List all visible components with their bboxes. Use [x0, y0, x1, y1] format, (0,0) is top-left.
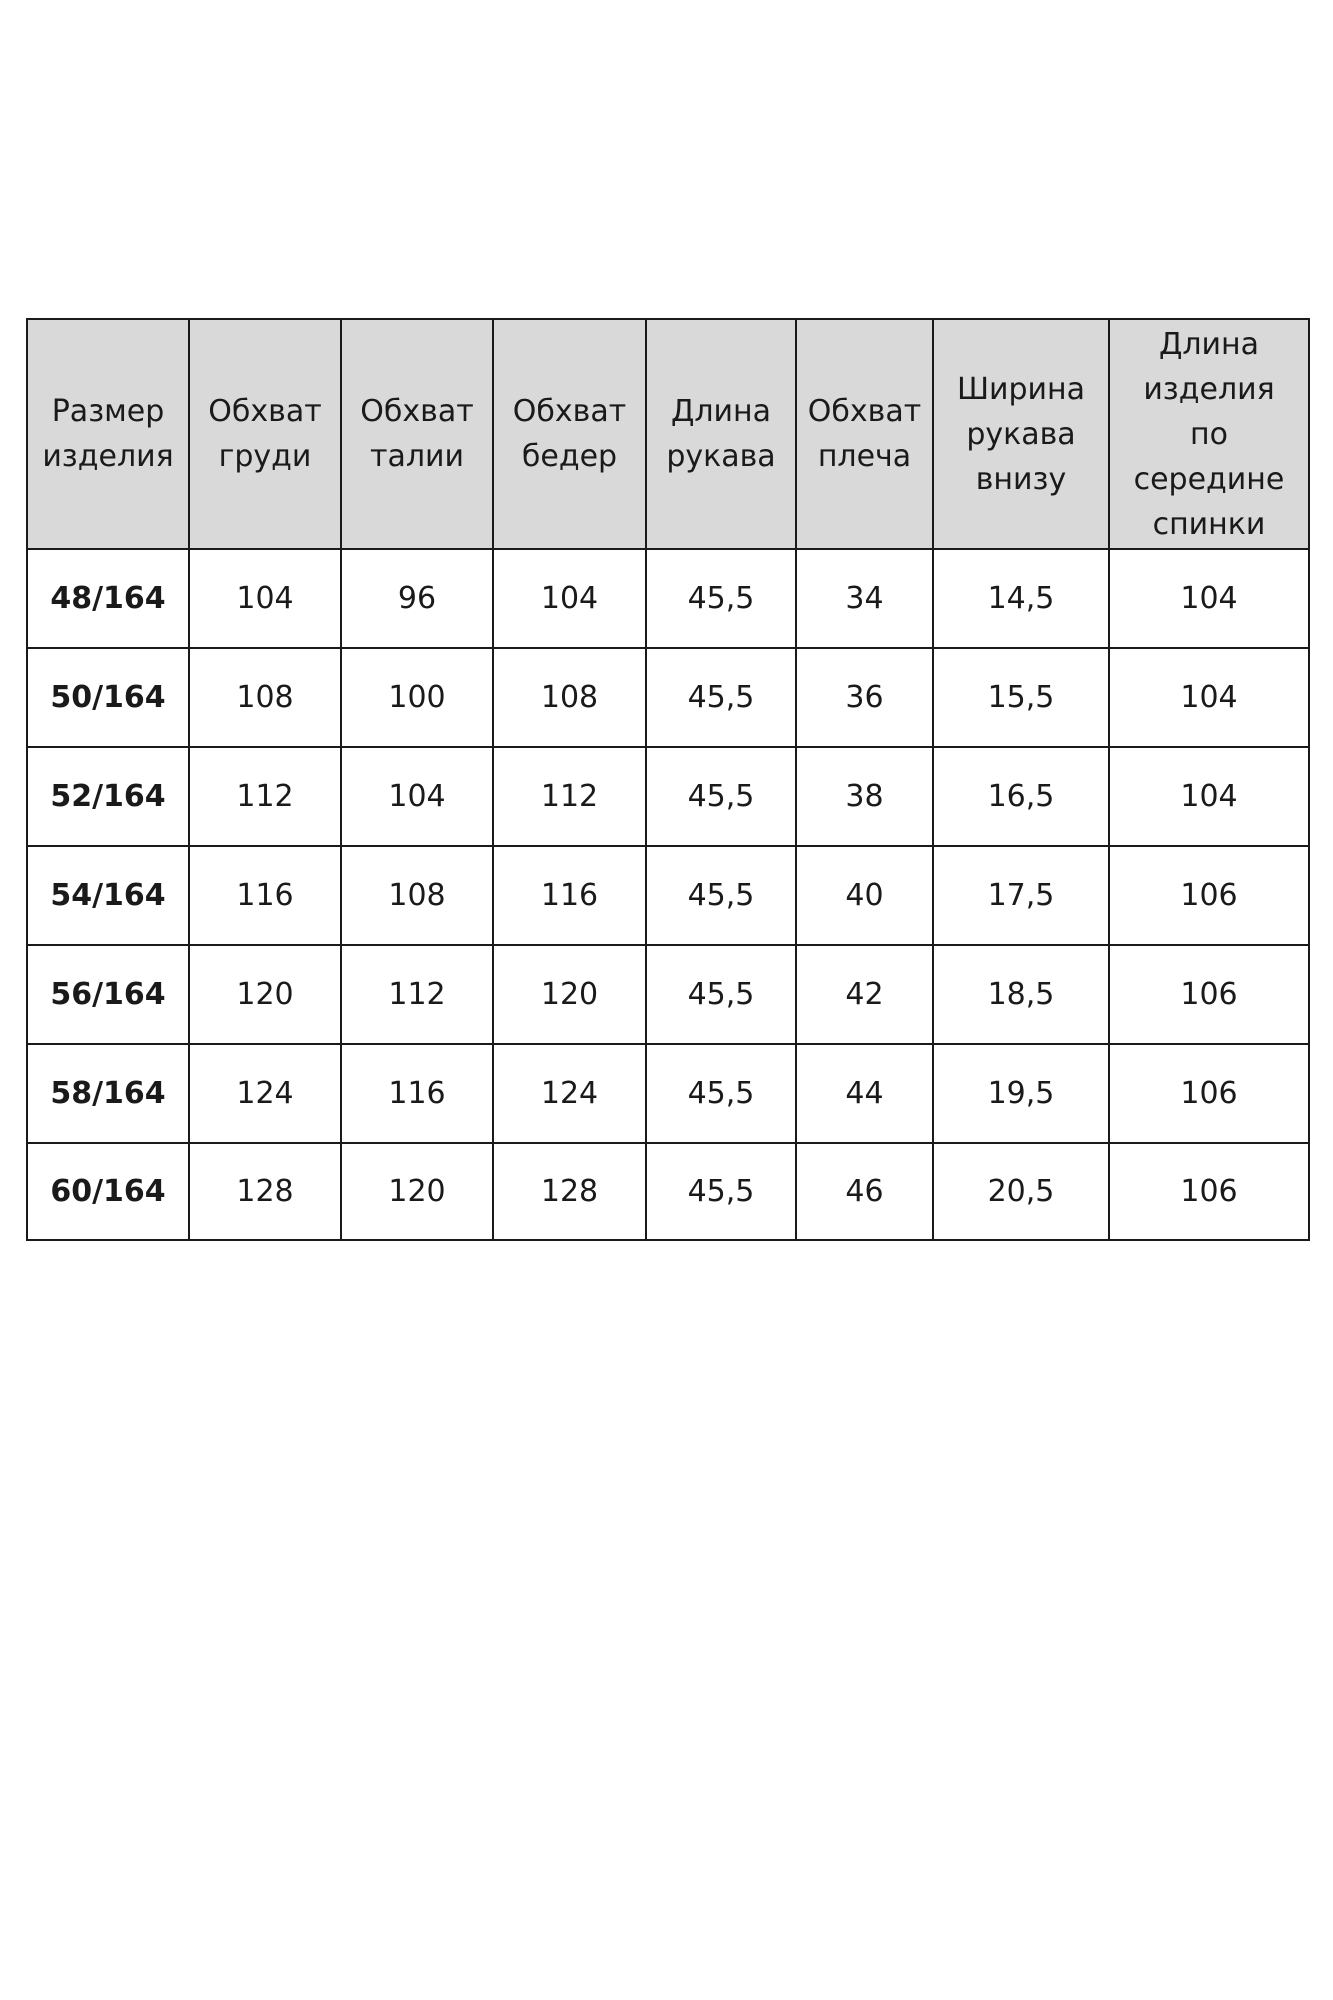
cell-shoulder: 44 — [796, 1044, 933, 1143]
header-sleeve-length: Длина рукава — [646, 319, 796, 549]
cell-back-length: 106 — [1109, 1044, 1309, 1143]
cell-back-length: 104 — [1109, 648, 1309, 747]
header-shoulder: Обхват плеча — [796, 319, 933, 549]
cell-size: 48/164 — [27, 549, 189, 648]
cell-sleeve-length: 45,5 — [646, 747, 796, 846]
cell-sleeve-width: 14,5 — [933, 549, 1109, 648]
cell-size: 60/164 — [27, 1143, 189, 1240]
cell-sleeve-length: 45,5 — [646, 1143, 796, 1240]
cell-shoulder: 38 — [796, 747, 933, 846]
cell-sleeve-width: 16,5 — [933, 747, 1109, 846]
cell-hips: 120 — [493, 945, 646, 1044]
cell-hips: 116 — [493, 846, 646, 945]
cell-hips: 128 — [493, 1143, 646, 1240]
table-row — [27, 648, 1309, 747]
cell-hips: 104 — [493, 549, 646, 648]
cell-shoulder: 36 — [796, 648, 933, 747]
cell-waist: 100 — [341, 648, 493, 747]
cell-hips: 124 — [493, 1044, 646, 1143]
header-size: Размер изделия — [27, 319, 189, 549]
header-back-length: Длина изделия по середине спинки — [1109, 319, 1309, 549]
cell-chest: 116 — [189, 846, 341, 945]
cell-chest: 120 — [189, 945, 341, 1044]
table-row — [27, 1044, 1309, 1143]
cell-sleeve-width: 19,5 — [933, 1044, 1109, 1143]
size-chart-table — [26, 318, 1310, 1241]
header-hips: Обхват бедер — [493, 319, 646, 549]
cell-chest: 112 — [189, 747, 341, 846]
table-row — [27, 549, 1309, 648]
table-row — [27, 1143, 1309, 1240]
table-row — [27, 945, 1309, 1044]
cell-sleeve-length: 45,5 — [646, 549, 796, 648]
cell-back-length: 106 — [1109, 1143, 1309, 1240]
cell-sleeve-width: 17,5 — [933, 846, 1109, 945]
cell-shoulder: 40 — [796, 846, 933, 945]
cell-shoulder: 34 — [796, 549, 933, 648]
cell-sleeve-length: 45,5 — [646, 846, 796, 945]
cell-chest: 104 — [189, 549, 341, 648]
header-sleeve-width: Ширина рукава внизу — [933, 319, 1109, 549]
cell-sleeve-width: 20,5 — [933, 1143, 1109, 1240]
cell-size: 52/164 — [27, 747, 189, 846]
cell-waist: 112 — [341, 945, 493, 1044]
cell-sleeve-width: 15,5 — [933, 648, 1109, 747]
cell-waist: 96 — [341, 549, 493, 648]
table-row — [27, 747, 1309, 846]
cell-back-length: 104 — [1109, 549, 1309, 648]
cell-back-length: 104 — [1109, 747, 1309, 846]
cell-back-length: 106 — [1109, 945, 1309, 1044]
cell-hips: 112 — [493, 747, 646, 846]
cell-waist: 120 — [341, 1143, 493, 1240]
cell-sleeve-length: 45,5 — [646, 1044, 796, 1143]
cell-sleeve-width: 18,5 — [933, 945, 1109, 1044]
cell-sleeve-length: 45,5 — [646, 648, 796, 747]
header-waist: Обхват талии — [341, 319, 493, 549]
cell-sleeve-length: 45,5 — [646, 945, 796, 1044]
table-body — [27, 549, 1309, 1240]
cell-chest: 108 — [189, 648, 341, 747]
cell-chest: 124 — [189, 1044, 341, 1143]
cell-size: 50/164 — [27, 648, 189, 747]
table-header-row — [27, 319, 1309, 549]
cell-hips: 108 — [493, 648, 646, 747]
cell-waist: 116 — [341, 1044, 493, 1143]
cell-size: 56/164 — [27, 945, 189, 1044]
cell-chest: 128 — [189, 1143, 341, 1240]
cell-shoulder: 42 — [796, 945, 933, 1044]
cell-waist: 108 — [341, 846, 493, 945]
cell-shoulder: 46 — [796, 1143, 933, 1240]
cell-back-length: 106 — [1109, 846, 1309, 945]
header-chest: Обхват груди — [189, 319, 341, 549]
table-row — [27, 846, 1309, 945]
cell-waist: 104 — [341, 747, 493, 846]
cell-size: 58/164 — [27, 1044, 189, 1143]
cell-size: 54/164 — [27, 846, 189, 945]
